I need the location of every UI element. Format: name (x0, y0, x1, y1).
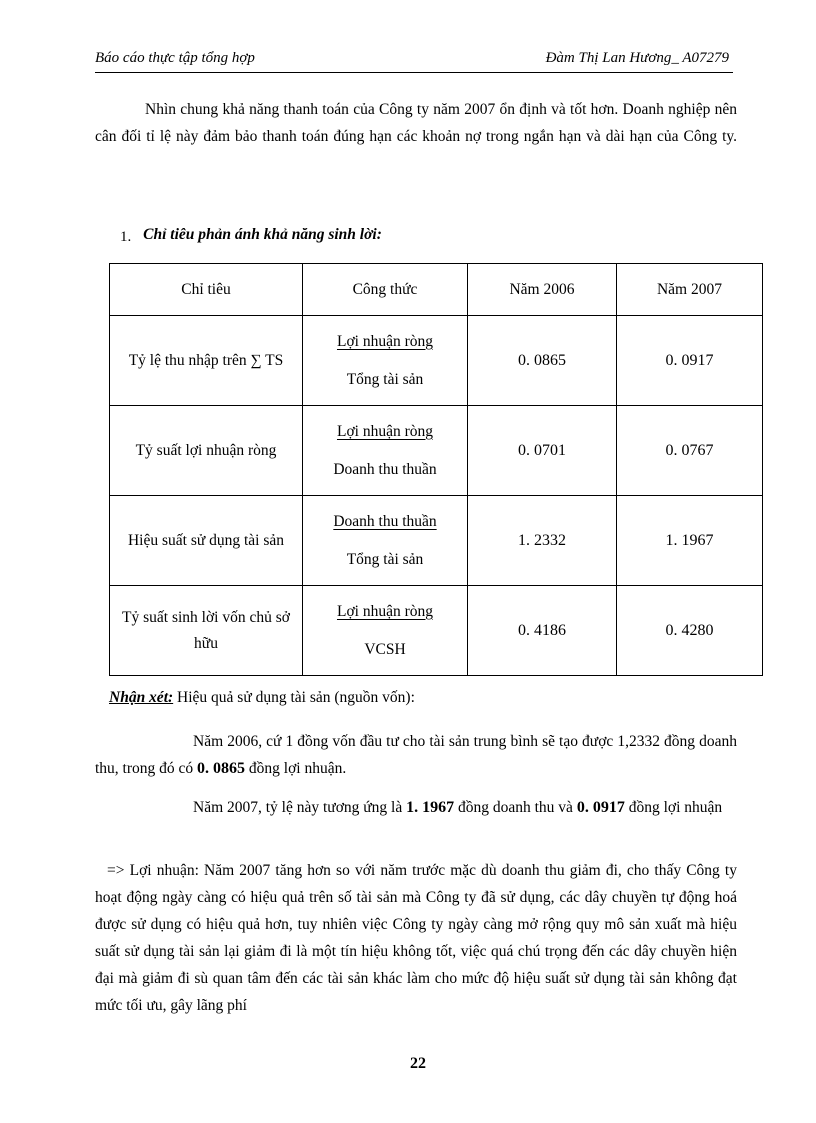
formula-denominator: Tổng tài sản (346, 550, 424, 568)
formula-numerator: Lợi nhuận ròng (336, 332, 433, 350)
section-title: Chỉ tiêu phản ánh khả năng sinh lời: (143, 226, 382, 243)
formula-cell (303, 496, 468, 586)
table-row (110, 406, 763, 496)
value-2007: 0. 0917 (617, 316, 763, 406)
section-heading (120, 226, 382, 246)
value-2006: 1. 2332 (468, 496, 617, 586)
value-2007: 0. 0767 (617, 406, 763, 496)
indicator-label: Tỷ suất sinh lời vốn chủ sở hữu (110, 586, 303, 676)
header-year-2007: Năm 2007 (617, 264, 763, 316)
paragraph-2006 (95, 728, 737, 782)
paragraph-2007-mid: đồng doanh thu và (454, 799, 577, 816)
formula-denominator: VCSH (364, 640, 406, 658)
formula-cell (303, 406, 468, 496)
section-number: 1. (120, 229, 132, 245)
paragraph-2007-tail: đồng lợi nhuận (624, 799, 723, 816)
formula-numerator: Doanh thu thuần (333, 512, 437, 530)
value-2006: 0. 0865 (468, 316, 617, 406)
formula-cell (303, 586, 468, 676)
intro-paragraph: Nhìn chung khả năng thanh toán của Công ty năm 2007 ổn định và tốt hơn. Doanh nghiệp nên cân đối tỉ lệ này đảm bảo thanh toán đúng hạn các khoản nợ trong ngắn hạn và dài hạn của Công ty. (95, 101, 737, 145)
value-2007: 1. 1967 (617, 496, 763, 586)
indicator-label: Tỷ lệ thu nhập trên ∑ TS (110, 316, 303, 406)
value-2006: 0. 0701 (468, 406, 617, 496)
header-report-title: Báo cáo thực tập tổng hợp (95, 50, 255, 66)
header-indicator: Chỉ tiêu (110, 264, 303, 316)
paragraph-2007 (95, 794, 737, 821)
profitability-table (109, 263, 763, 676)
page-number: 22 (410, 1055, 426, 1072)
indicator-label: Tỷ suất lợi nhuận ròng (110, 406, 303, 496)
table-header-row (110, 264, 763, 316)
formula-denominator: Doanh thu thuần (333, 460, 437, 478)
formula-denominator: Tổng tài sản (346, 370, 424, 388)
conclusion-paragraph: => Lợi nhuận: Năm 2007 tăng hơn so với năm trước mặc dù doanh thu giảm đi, cho thấy Công ty hoạt động ngày càng có hiệu quả trên số tài sản mà Công ty đã sử dụng, các dây chuyền tự động hoá được sử dụng có hiệu quả hơn, tuy nhiên việc Công ty ngày càng mở rộng quy mô sản xuất mà hiệu suất sử dụng tài sản lại giảm đi là một tín hiệu không tốt, việc quá chú trọng đến các dây chuyền hiện đại mà giảm đi sù quan tâm đến các tài sản khác làm cho mức độ hiệu suất sử dụng tài sản không đạt mức tối ưu, gây lãng phí (95, 862, 737, 1014)
profit-ratio-2007: 0. 0917 (576, 799, 625, 816)
paragraph-2006-text: Năm 2006, cứ 1 đồng vốn đầu tư cho tài sản trung bình sẽ tạo được 1,2332 đồng doanh thu, trong đó có (95, 733, 737, 777)
profit-ratio-2006: 0. 0865 (197, 760, 246, 777)
value-2006: 0. 4186 (468, 586, 617, 676)
formula-numerator: Lợi nhuận ròng (336, 422, 433, 440)
table-row (110, 496, 763, 586)
formula-numerator: Lợi nhuận ròng (336, 602, 433, 620)
page-header (95, 50, 733, 73)
remark-line (109, 689, 415, 707)
table-row (110, 586, 763, 676)
paragraph-2006-tail: đồng lợi nhuận. (245, 760, 347, 777)
revenue-ratio-2007: 1. 1967 (406, 799, 455, 816)
remark-label: Nhận xét: (109, 689, 174, 706)
table-row (110, 316, 763, 406)
header-year-2006: Năm 2006 (468, 264, 617, 316)
header-author: Đàm Thị Lan Hương_ A07279 (545, 50, 729, 66)
formula-cell (303, 316, 468, 406)
header-formula: Công thức (303, 264, 468, 316)
value-2007: 0. 4280 (617, 586, 763, 676)
paragraph-2007-text: Năm 2007, tỷ lệ này tương ứng là (193, 799, 407, 816)
remark-text: Hiệu quả sử dụng tài sản (nguồn vốn): (173, 689, 415, 706)
indicator-label: Hiệu suất sử dụng tài sản (110, 496, 303, 586)
